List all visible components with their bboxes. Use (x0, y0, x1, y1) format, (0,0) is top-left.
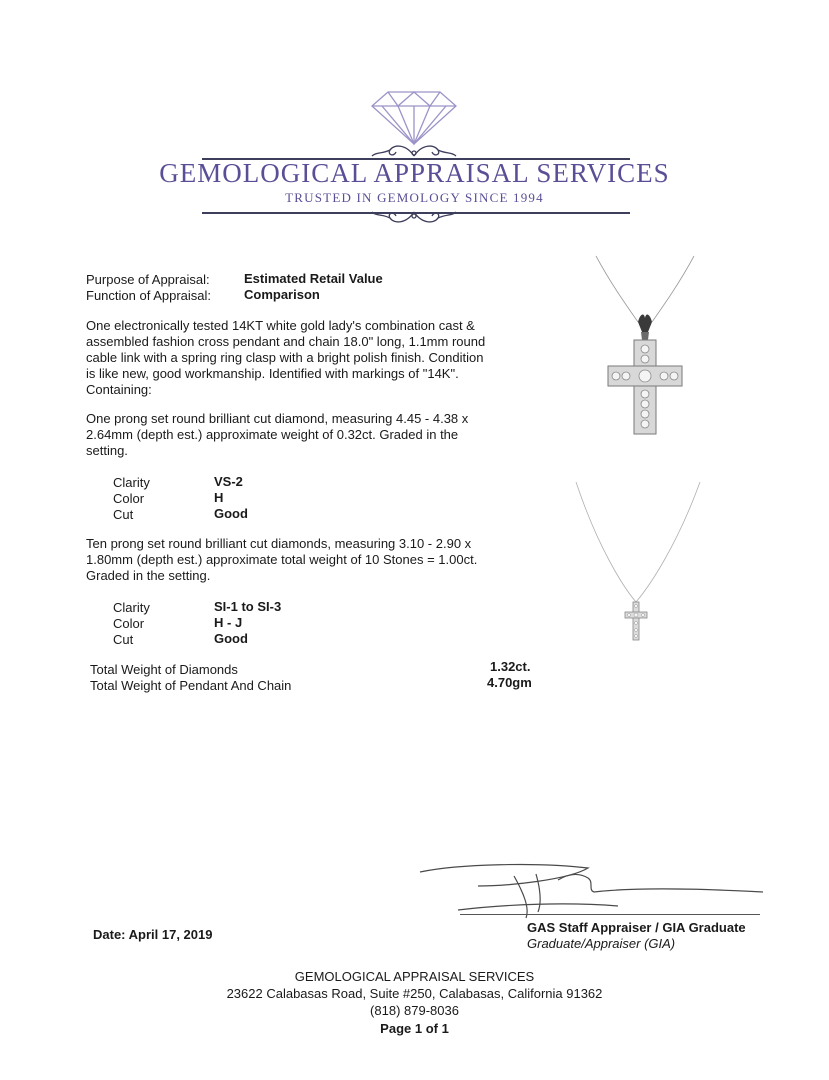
footer-phone: (818) 879-8036 (370, 1003, 459, 1018)
grade2-color-value: H - J (214, 615, 243, 630)
grade1-cut-label: Cut (113, 507, 134, 522)
purpose-label: Purpose of Appraisal: (86, 272, 210, 287)
total-diamonds-value: 1.32ct. (490, 659, 531, 674)
grade2-clarity-value: SI-1 to SI-3 (214, 599, 282, 614)
total-pendant-label: Total Weight of Pendant And Chain (90, 678, 292, 693)
purpose-value: Estimated Retail Value (244, 271, 383, 286)
grade2-cut-value: Good (214, 631, 248, 646)
footer-company: GEMOLOGICAL APPRAISAL SERVICES (294, 969, 535, 984)
grade2-clarity-label: Clarity (113, 600, 150, 615)
center-stone-description: One prong set round brilliant cut diamond, measuring 4.45 - 4.38 x 2.64mm (depth est.) approximate weight of 0.32ct. Graded in the setting. (86, 411, 469, 458)
grade1-clarity-label: Clarity (113, 475, 150, 490)
grade2-cut-label: Cut (113, 632, 134, 647)
diamond-icon (370, 88, 458, 146)
footer-address: 23622 Calabasas Road, Suite #250, Calabasas, California 91362 (226, 986, 603, 1001)
page-number: Page 1 of 1 (380, 1021, 449, 1036)
appraiser-role: Graduate/Appraiser (GIA) (527, 936, 676, 951)
grade2-color-label: Color (113, 616, 145, 631)
grade1-clarity-value: VS-2 (214, 474, 243, 489)
appraisal-date: Date: April 17, 2019 (93, 927, 213, 942)
function-value: Comparison (244, 287, 320, 302)
function-label: Function of Appraisal: (86, 288, 212, 303)
item-description: One electronically tested 14KT white gold lady's combination cast & assembled fashion cross pendant and chain 18.0" long, 1.1mm round cable link with a spring ring clasp with a bright polish finish. Condition is like new, good workmanship. Identified with markings of "14K". Containing: (86, 318, 486, 397)
company-logo-title: GEMOLOGICAL APPRAISAL SERVICES (159, 158, 670, 188)
signature-line (460, 914, 760, 915)
total-pendant-value: 4.70gm (487, 675, 532, 690)
pendant-chain-photo (568, 478, 708, 646)
grade1-color-label: Color (113, 491, 145, 506)
pendant-closeup-photo (590, 252, 700, 438)
company-tagline: TRUSTED IN GEMOLOGY SINCE 1994 (285, 190, 544, 205)
total-diamonds-label: Total Weight of Diamonds (90, 662, 238, 677)
grade1-color-value: H (214, 490, 224, 505)
grade1-cut-value: Good (214, 506, 248, 521)
appraiser-title: GAS Staff Appraiser / GIA Graduate (527, 920, 746, 935)
bottom-flourish (370, 206, 458, 228)
bail (638, 315, 652, 332)
side-stones-description: Ten prong set round brilliant cut diamonds, measuring 3.10 - 2.90 x 1.80mm (depth est.) approximate total weight of 10 Stones = 1.00ct. Graded in the setting. (86, 536, 478, 583)
